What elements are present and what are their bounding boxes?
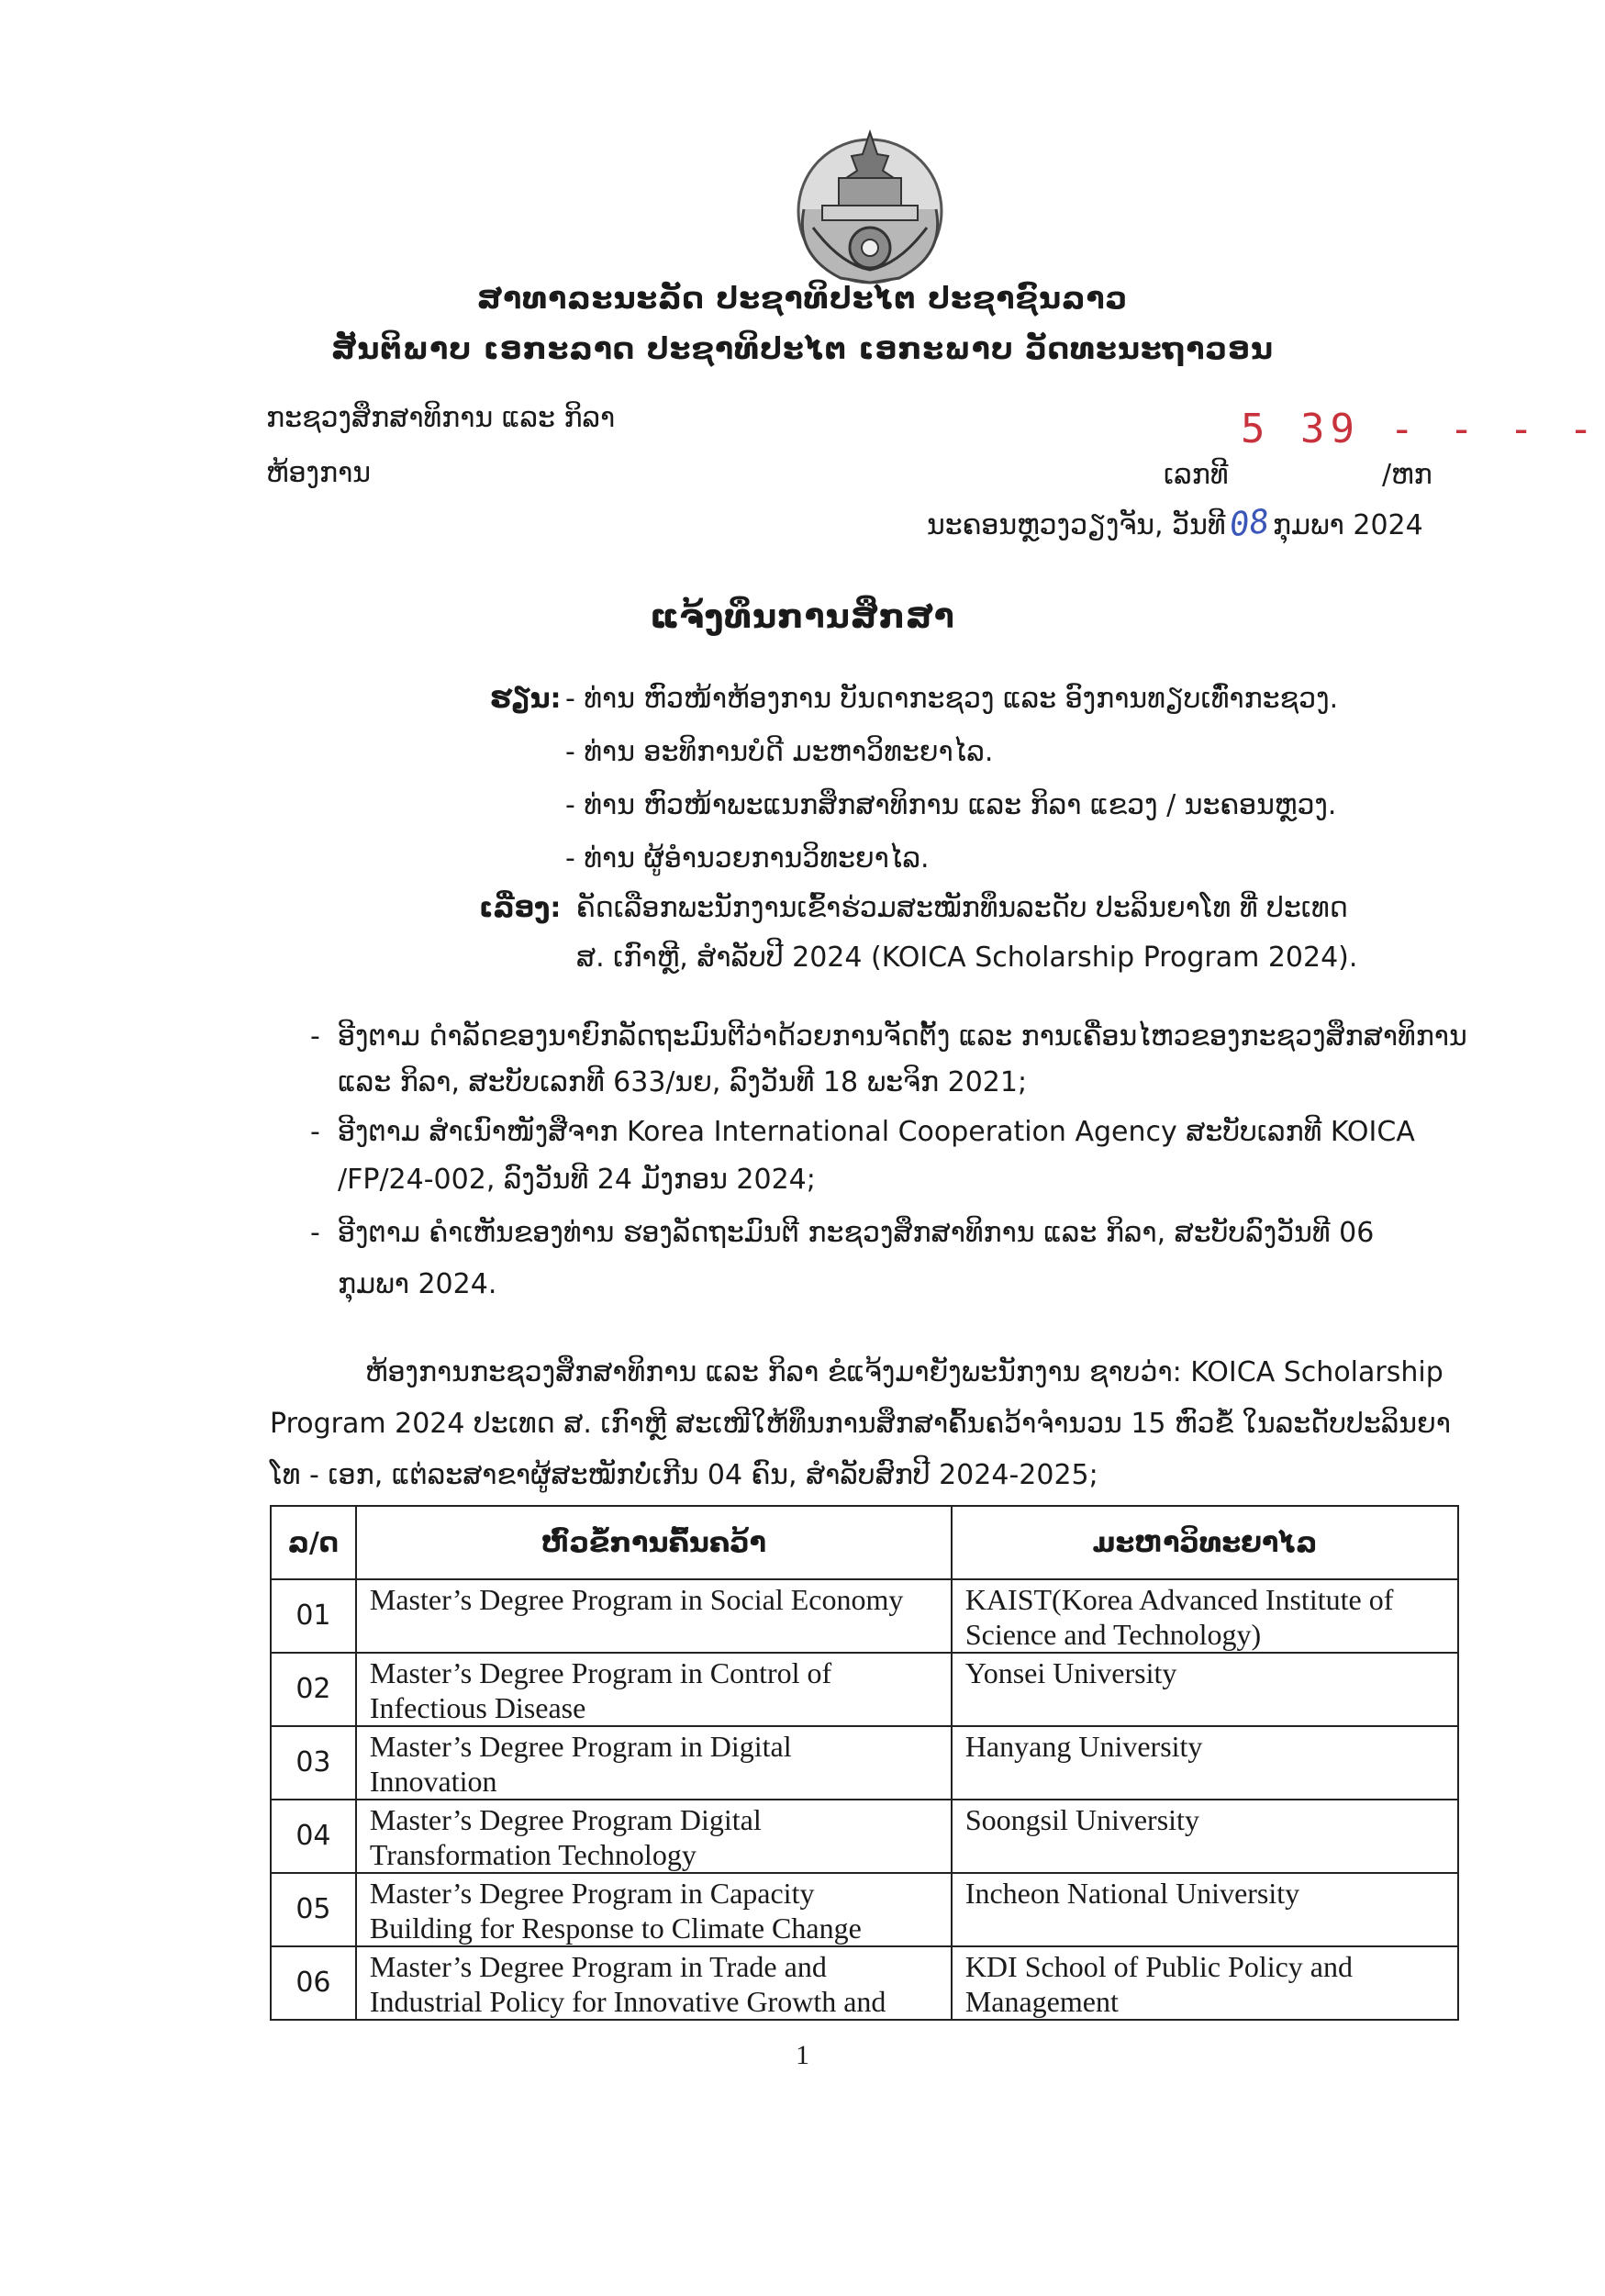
recipient-item: - ທ່ານ ຜູ້ອຳນວຍການວິທະຍາໄລ. [565,842,930,875]
university-cell [952,1873,1458,1946]
recipient-item: - ທ່ານ ອະທິການບໍດີ ມະຫາວິທະຍາໄລ. [565,736,994,768]
date-month-year: ກຸມພາ 2024 [1272,509,1423,541]
document-title: ແຈ້ງທຶນການສຶກສາ [650,598,955,636]
handwritten-day: 08 [1227,502,1271,545]
table-row [271,1946,1458,2020]
table-row [271,1873,1458,1946]
column-header-topic: ຫົວຂໍ້ການຄົ້ນຄວ້າ [356,1506,952,1579]
table-row [271,1579,1458,1653]
reference-dash: - [310,1020,320,1053]
cell-line: Building for Response to Climate Change [369,1911,862,1945]
cell-line: Master’s Degree Program Digital [369,1803,762,1836]
cell-line: Innovation [369,1765,497,1798]
cell-line: Incheon National University [964,1877,1300,1910]
table-header-row [271,1506,1458,1579]
body-line: ຫ້ອງການກະຊວງສຶກສາທິການ ແລະ ກິລາ ຂໍແຈ້ງມາຍັງພະນັກງານ ຊາບວ່າ: KOICA Scholarship [365,1356,1443,1388]
date-line [927,502,1423,545]
row-number: 03 [271,1726,356,1800]
cell-line: Master’s Degree Program in Digital [369,1730,792,1763]
subject-line: ຄັດເລືອກພະນັກງານເຂົ້າຮ່ວມສະໝັກທຶນລະດັບ ປະລິນຍາໂທ ທີ່ ປະເທດ [576,892,1348,924]
table-row [271,1800,1458,1873]
row-number: 02 [271,1653,356,1726]
column-header-no: ລ/ດ [271,1506,356,1579]
university-cell [952,1726,1458,1800]
university-cell [952,1800,1458,1873]
topic-cell [356,1946,952,2020]
reference-line: ແລະ ກິລາ, ສະບັບເລກທີ 633/ນຍ, ລົງວັນທີ 18 ພະຈິກ 2021; [338,1066,1028,1098]
program-table [270,1505,1459,2021]
subject-label: ເລື່ອງ: [479,892,562,924]
country-name: ສາທາລະນະລັດ ປະຊາທິປະໄຕ ປະຊາຊົນລາວ [476,280,1129,316]
national-motto: ສັນຕິພາບ ເອກະລາດ ປະຊາທິປະໄຕ ເອກະພາບ ວັດທະນະຖາວອນ [330,330,1275,366]
topic-cell [356,1579,952,1653]
cell-line: Management [964,1985,1119,2018]
cell-line: Master’s Degree Program in Capacity [369,1877,815,1910]
reference-line: ອີງຕາມ ສຳເນົາໜັງສືຈາກ Korea International Cooperation Agency ສະບັບເລກທີ KOICA [338,1116,1415,1148]
cell-line: Soongsil University [964,1803,1199,1836]
recipients-label: ຮຽນ: [490,683,562,715]
reference-label: ເລກທີ [1164,459,1229,491]
topic-cell [356,1726,952,1800]
cell-line: KAIST(Korea Advanced Institute of [964,1583,1394,1616]
row-number: 01 [271,1579,356,1653]
reference-suffix: /ຫກ [1382,459,1432,491]
cell-line: KDI School of Public Policy and [964,1950,1353,1983]
body-line: ໂທ - ເອກ, ແຕ່ລະສາຂາຜູ້ສະໝັກບໍ່ເກີນ 04 ຄົນ, ສຳລັບສົກປີ 2024-2025; [270,1459,1098,1491]
reference-dash: - [310,1116,320,1148]
table-row [271,1653,1458,1726]
university-cell [952,1579,1458,1653]
cell-line: Hanyang University [964,1730,1203,1763]
university-cell [952,1946,1458,2020]
cell-line: Yonsei University [964,1656,1177,1689]
topic-cell [356,1873,952,1946]
date-prefix: ນະຄອນຫຼວງວຽງຈັນ, ວັນທີ [927,509,1226,541]
office-name: ຫ້ອງການ [266,457,372,489]
topic-cell [356,1800,952,1873]
cell-line: Master’s Degree Program in Trade and [369,1950,827,1983]
lao-national-emblem-icon [786,127,954,284]
column-header-university: ມະຫາວິທະຍາໄລ [952,1506,1458,1579]
subject-line: ສ. ເກົາຫຼີ, ສຳລັບປີ 2024 (KOICA Scholarship Program 2024). [576,942,1358,974]
page-number: 1 [796,2040,809,2070]
handwritten-reference-number: 5 39 - - - - [1241,406,1599,452]
cell-line: Master’s Degree Program in Control of [369,1656,832,1689]
cell-line: Science and Technology) [964,1618,1262,1651]
topic-cell [356,1653,952,1726]
reference-line: ອີງຕາມ ຄຳເຫັນຂອງທ່ານ ຮອງລັດຖະມົນຕີ ກະຊວງສຶກສາທິການ ແລະ ກິລາ, ສະບັບລົງວັນທີ 06 [338,1217,1375,1249]
row-number: 05 [271,1873,356,1946]
cell-line: Master’s Degree Program in Social Economy [369,1583,904,1616]
university-cell [952,1653,1458,1726]
cell-line: Industrial Policy for Innovative Growth and [369,1985,886,2018]
ministry-name: ກະຊວງສຶກສາທິການ ແລະ ກິລາ [266,402,616,434]
row-number: 06 [271,1946,356,2020]
body-line: Program 2024 ປະເທດ ສ. ເກົາຫຼີ ສະເໜີໃຫ້ທຶນການສຶກສາຄົ້ນຄວ້າຈຳນວນ 15 ຫົວຂໍ້ ໃນລະດັບປະລິນຍາ [270,1408,1451,1440]
reference-line: ກຸມພາ 2024. [338,1268,497,1300]
reference-line: /FP/24-002, ລົງວັນທີ 24 ມັງກອນ 2024; [338,1164,816,1196]
cell-line: Infectious Disease [369,1691,586,1724]
reference-line: ອີງຕາມ ດຳລັດຂອງນາຍົກລັດຖະມົນຕີວ່າດ້ວຍການຈັດຕັ້ງ ແລະ ການເຄື່ອນໄຫວຂອງກະຊວງສຶກສາທິການ [338,1020,1467,1053]
row-number: 04 [271,1800,356,1873]
table-row [271,1726,1458,1800]
cell-line: Transformation Technology [369,1838,697,1871]
recipient-item: - ທ່ານ ຫົວໜ້າຫ້ອງການ ບັນດາກະຊວງ ແລະ ອົງການທຽບເທົ່າກະຊວງ. [565,683,1339,715]
reference-dash: - [310,1217,320,1249]
recipient-item: - ທ່ານ ຫົວໜ້າພະແນກສຶກສາທິການ ແລະ ກິລາ ແຂວງ / ນະຄອນຫຼວງ. [565,789,1337,821]
